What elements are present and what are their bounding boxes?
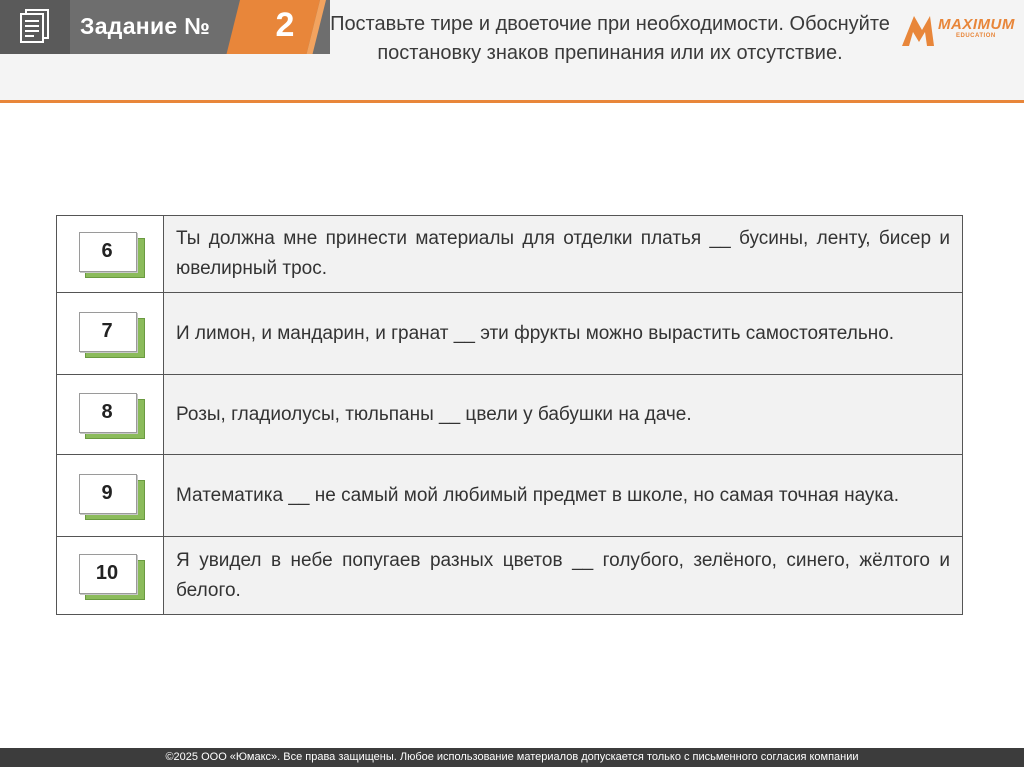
task-item-number: 7 xyxy=(101,319,113,342)
task-text: И лимон, и мандарин, и гранат __ эти фрукты можно вырастить самостоятельно. xyxy=(164,293,963,375)
task-item-number: 9 xyxy=(101,481,113,504)
task-item-number: 6 xyxy=(101,240,113,262)
number-card xyxy=(79,232,141,276)
table-row xyxy=(57,216,963,293)
number-card xyxy=(79,554,141,598)
logo-subtext: EDUCATION xyxy=(956,33,996,39)
number-cell xyxy=(57,455,164,537)
footer-copyright: ©2025 ООО «Юмакс». Все права защищены. Любое использование материалов допускается только с письменного согласия компании xyxy=(0,748,1024,767)
number-card xyxy=(79,474,141,518)
task-text: Математика __ не самый мой любимый предмет в школе, но самая точная наука. xyxy=(164,455,963,537)
task-item-number: 10 xyxy=(95,561,119,584)
page-title: Поставьте тире и двоеточие при необходимости. Обоснуйте постановку знаков препинания или их отсутствие. xyxy=(330,13,890,64)
table-row xyxy=(57,375,963,455)
task-item-number: 8 xyxy=(101,400,113,423)
number-cell xyxy=(57,537,164,615)
table-row xyxy=(57,293,963,375)
number-cell xyxy=(57,293,164,375)
tasks-table xyxy=(56,215,963,615)
task-number: 2 xyxy=(275,6,295,44)
number-card xyxy=(79,312,141,356)
number-cell xyxy=(57,216,164,293)
task-text: Я увидел в небе попугаев разных цветов __ голубого, зелёного, синего, жёлтого и белого. xyxy=(164,537,963,615)
logo-text: MAXIMUM xyxy=(938,16,1015,33)
number-card xyxy=(79,393,141,437)
task-text: Ты должна мне принести материалы для отделки платья __ бусины, ленту, бисер и ювелирный трос. xyxy=(164,216,963,293)
header-divider xyxy=(0,100,1024,103)
task-text: Розы, гладиолусы, тюльпаны __ цвели у бабушки на даче. xyxy=(164,375,963,455)
document-icon xyxy=(18,8,52,44)
number-cell xyxy=(57,375,164,455)
table-row xyxy=(57,537,963,615)
header xyxy=(0,0,1024,101)
table-row xyxy=(57,455,963,537)
task-label: Задание № xyxy=(80,13,211,39)
